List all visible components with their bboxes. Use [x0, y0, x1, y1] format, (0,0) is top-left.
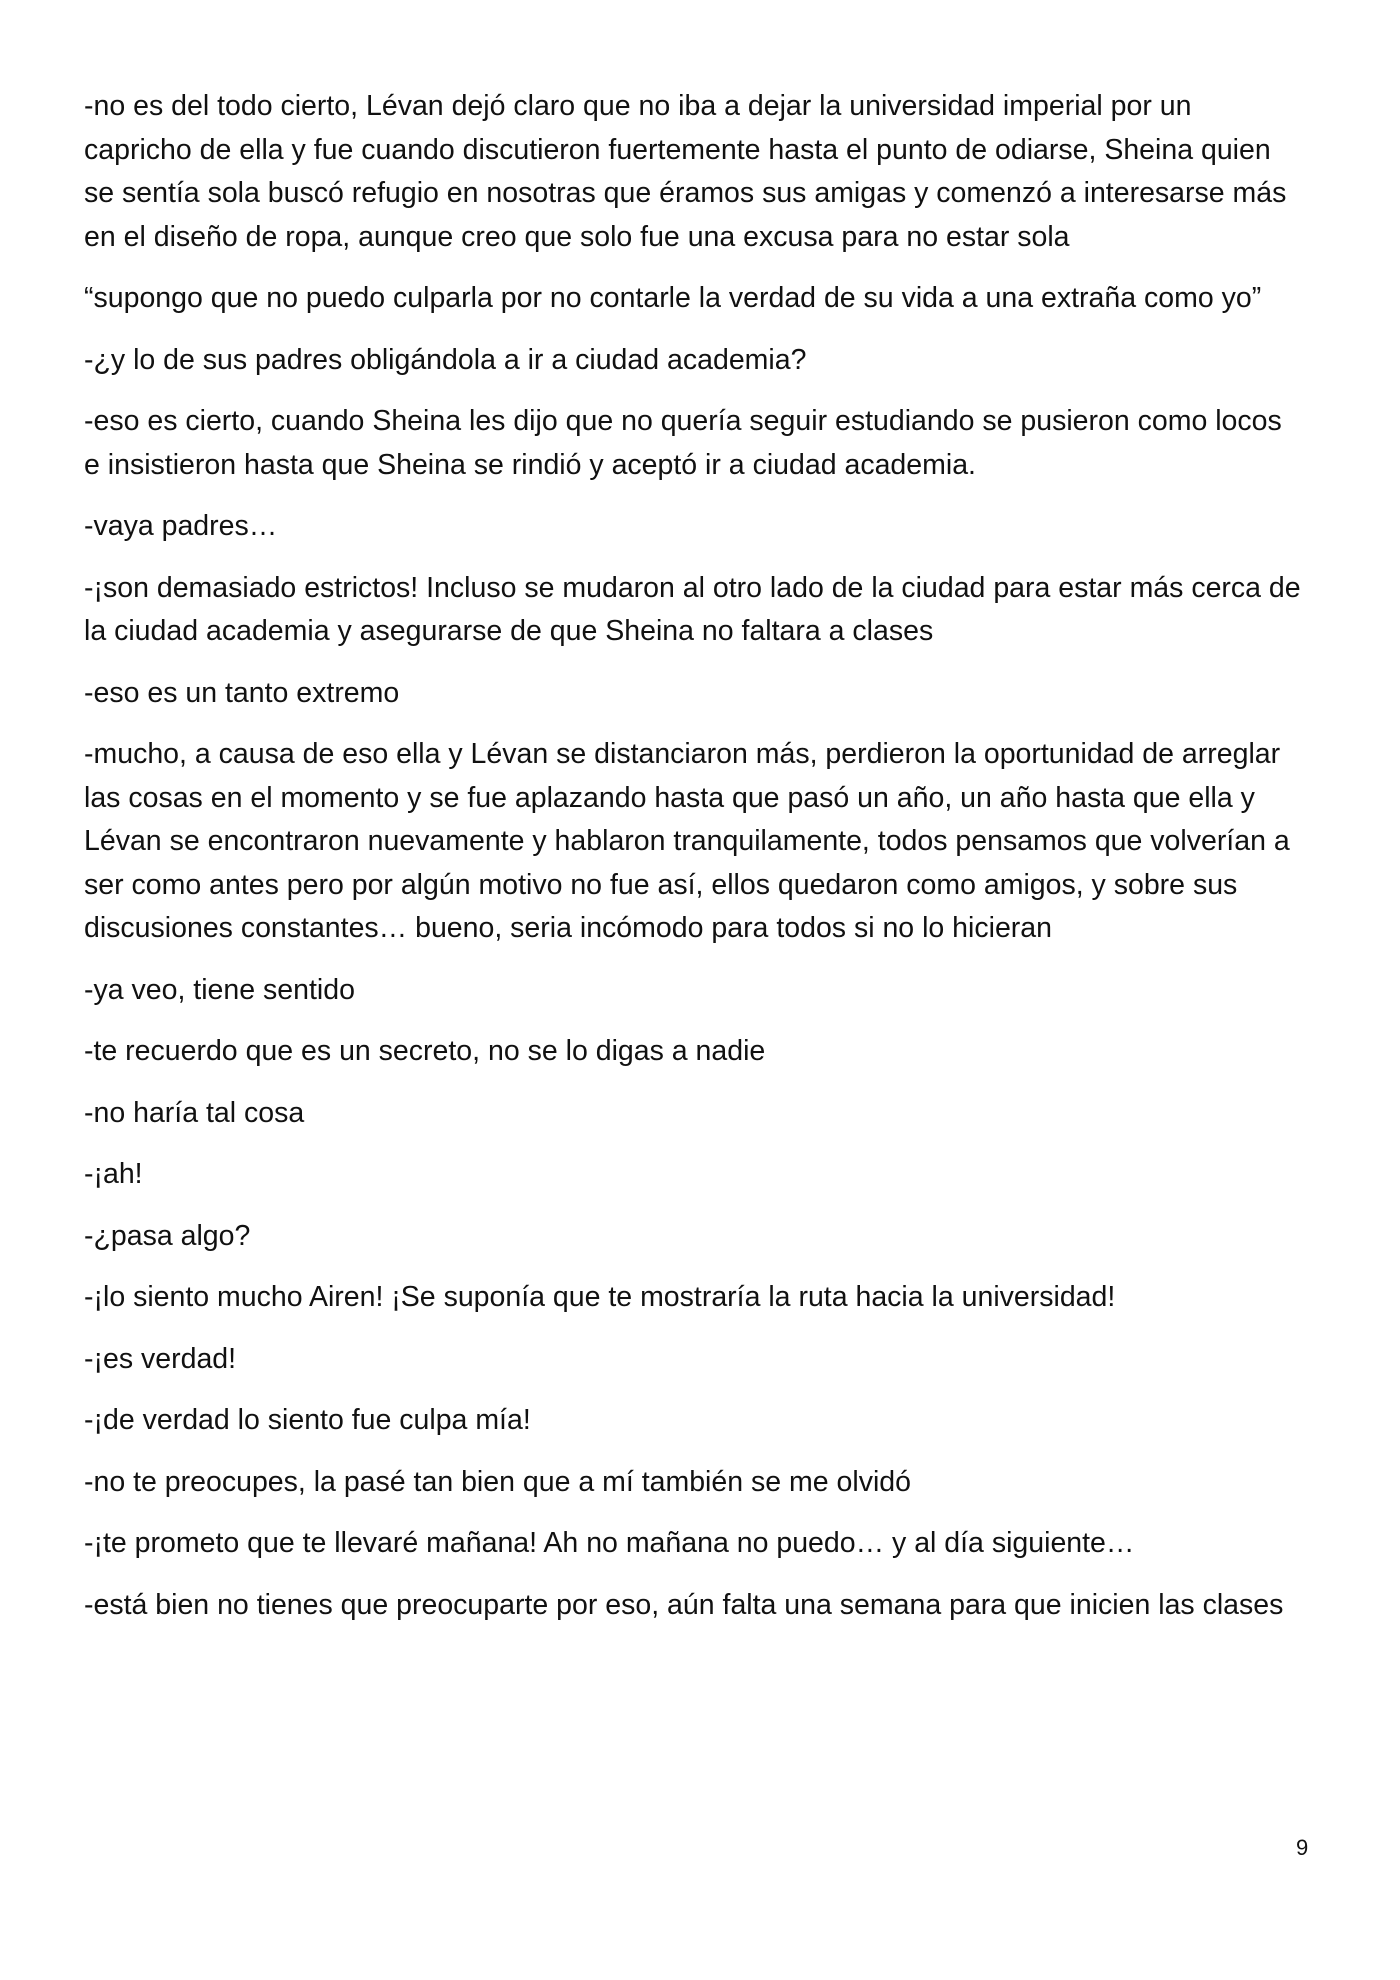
- paragraph: -está bien no tienes que preocuparte por eso, aún falta una semana para que inicien las clases: [84, 1588, 1284, 1621]
- paragraph: -¿y lo de sus padres obligándola a ir a ciudad academia?: [84, 343, 807, 376]
- document-body: [84, 85, 1304, 1645]
- paragraph: -no haría tal cosa: [84, 1096, 305, 1129]
- paragraph: -eso es cierto, cuando Sheina les dijo que no quería seguir estudiando se pusieron como locos e insistieron hasta que Sheina se rindió y aceptó ir a ciudad academia.: [84, 405, 1282, 481]
- paragraph: -¡son demasiado estrictos! Incluso se mudaron al otro lado de la ciudad para estar más cerca de la ciudad academia y asegurarse de que Sheina no faltara a clases: [84, 571, 1301, 647]
- paragraph: -ya veo, tiene sentido: [84, 973, 355, 1006]
- paragraph: “supongo que no puedo culparla por no contarle la verdad de su vida a una extraña como yo”: [84, 282, 1262, 314]
- paragraph: -¡te prometo que te llevaré mañana! Ah no mañana no puedo… y al día siguiente…: [84, 1527, 1135, 1559]
- paragraph: -eso es un tanto extremo: [84, 676, 400, 709]
- paragraph: -¡lo siento mucho Airen! ¡Se suponía que te mostraría la ruta hacia la universidad!: [84, 1281, 1116, 1313]
- paragraph: -¡es verdad!: [84, 1342, 237, 1375]
- paragraph: -no te preocupes, la pasé tan bien que a mí también se me olvidó: [84, 1465, 912, 1498]
- paragraph: -¿pasa algo?: [84, 1219, 251, 1252]
- paragraph: -te recuerdo que es un secreto, no se lo digas a nadie: [84, 1035, 766, 1067]
- paragraph: -vaya padres…: [84, 510, 278, 542]
- paragraph: -no es del todo cierto, Lévan dejó claro que no iba a dejar la universidad imperial por un capricho de ella y fue cuando discutieron fuertemente hasta el punto de odiarse, Sheina quien se sentía sola buscó refugio en nosotras que éramos sus amigas y comenzó a interesarse más en el diseño de ropa, aunque creo que solo fue una excusa para no estar sola: [84, 90, 1287, 253]
- page-number: 9: [1296, 1835, 1309, 1860]
- paragraph: -mucho, a causa de eso ella y Lévan se distanciaron más, perdieron la oportunidad de arreglar las cosas en el momento y se fue aplazando hasta que pasó un año, un año hasta que ella y Lévan se encontraron nuevamente y hablaron tranquilamente, todos pensamos que volverían a ser como antes pero por algún motivo no fue así, ellos quedaron como amigos, y sobre sus discusiones constantes… bueno, seria incómodo para todos si no lo hicieran: [84, 738, 1290, 944]
- paragraph: -¡ah!: [84, 1158, 143, 1190]
- paragraph: -¡de verdad lo siento fue culpa mía!: [84, 1404, 531, 1436]
